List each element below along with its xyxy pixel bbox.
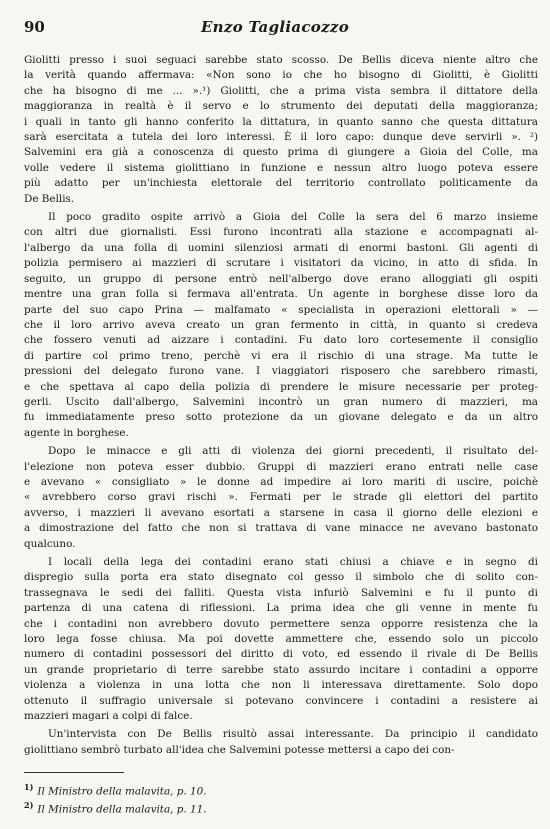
paragraph xyxy=(24,444,538,552)
footnote-text: Il Ministro della malavita, p. 10. xyxy=(37,785,207,798)
paragraph xyxy=(24,53,538,207)
text-line: partenza di una catena di riflessioni. La prima idea che gli venne in mente fu xyxy=(24,602,538,615)
text-line: Un'intervista con De Bellis risultò assai interessante. Da principio il candidato xyxy=(48,728,538,741)
body-text xyxy=(24,53,538,761)
text-line: dispregio sulla porta era stato disegnato col gesso il simbolo che di solito con- xyxy=(24,571,538,584)
page-header xyxy=(0,18,550,42)
text-line: mazzieri magari a colpi di falce. xyxy=(24,710,193,723)
text-line: volle vedere il sistema giolittiano in funzione e nessun altro luogo poteva essere xyxy=(24,161,538,174)
footnote-divider xyxy=(24,772,124,773)
footnote xyxy=(24,780,524,798)
text-line: seguito, un gruppo di persone entrò nell'albergo dove erano alloggiati gli ospiti xyxy=(24,272,538,285)
footnote xyxy=(24,798,524,816)
text-line: « avrebbero corso gravi rischi ». Fermati per le strade gli elettori del partito xyxy=(24,491,538,504)
footnote-mark: 2) xyxy=(24,800,34,811)
text-line: che ha bisogno di me ... ».¹) Giolitti, che a prima vista sembra il dittatore della xyxy=(24,84,538,97)
text-line: polizia permisero ai mazzieri di scrutare i visitatori da vicino, in atto di sfida. In xyxy=(24,257,538,270)
text-line: con altri due giornalisti. Essi furono incontrati alla stazione e accompagnati al- xyxy=(24,226,538,239)
text-line: l'elezione non poteva esser dubbio. Gruppi di mazzieri erano entrati nelle case xyxy=(24,460,538,473)
text-line: Dopo le minacce e gli atti di violenza dei giorni precedenti, il risultato del- xyxy=(48,445,538,458)
text-line: numero di contadini possessori del diritto di voto, ed essendo il rivale di De Bellis xyxy=(24,648,538,661)
running-title: Enzo Tagliacozzo xyxy=(200,18,350,36)
page-number: 90 xyxy=(24,18,45,36)
text-line: di partire col primo treno, perchè vi era il rischio di una strage. Ma tutte le xyxy=(24,349,538,362)
text-line: agente in borghese. xyxy=(24,426,129,439)
footnote-text: Il Ministro della malavita, p. 11. xyxy=(37,803,207,816)
paragraph xyxy=(24,210,538,441)
text-line: sarà esercitata a tutela dei loro interessi. È il loro capo: dunque deve servirli ». ²) xyxy=(24,131,538,144)
text-line: Salvemini era già a conoscenza di questo prima di giungere a Gioia del Colle, ma xyxy=(24,146,538,159)
text-line: che i contadini non avrebbero dovuto permettere senza opporre resistenza che la xyxy=(24,617,538,630)
text-line: avverso, i mazzieri li avevano esortati a starsene in casa il giorno delle elezioni e xyxy=(24,506,538,519)
text-line: I locali della lega dei contadini erano stati chiusi a chiave e in segno di xyxy=(48,556,538,568)
text-line: un grande proprietario di terre sarebbe stato assurdo incitare i contadini a opporre xyxy=(24,663,538,676)
text-line: giolittiano sembrò turbato all'idea che Salvemini potesse mettersi a capo dei con- xyxy=(24,743,455,756)
text-line: e avevano « consigliato » le donne ad impedire ai loro mariti di uscire, poichè xyxy=(24,475,538,488)
text-line: pressioni del delegato furono vane. I viaggiatori risposero che sarebbero rimasti, xyxy=(24,365,538,378)
text-line: violenza a violenza in una lotta che non li interessava direttamente. Solo dopo xyxy=(24,679,538,692)
text-line: loro lega fosse chiusa. Ma poi dovette ammettere che, essendo solo un piccolo xyxy=(24,633,538,646)
text-line: la verità quando affermava: «Non sono io che ho bisogno di Giolitti, è Giolitti xyxy=(24,69,538,82)
text-line: a dimostrazione del fatto che non si trattava di vane minacce ne avevano bastonato xyxy=(24,522,538,535)
text-line: ottenuto il suffragio universale si potevano convincere i contadini a resistere ai xyxy=(24,694,538,707)
text-line: che il loro arrivo aveva creato un gran fermento in città, in quanto si credeva xyxy=(24,318,538,331)
footnote-mark: 1) xyxy=(24,782,34,792)
text-line: trassegnava le sedi dei falliti. Questa vista infuriò Salvemini e fu il punto di xyxy=(24,586,538,599)
paragraph xyxy=(24,555,538,724)
text-line: Il poco gradito ospite arrivò a Gioia del Colle la sera del 6 marzo insieme xyxy=(48,211,538,224)
text-line: fu immediatamente preso sotto protezione da un giovane delegato e da un altro xyxy=(24,411,538,424)
text-line: maggioranza in realtà è il servo e lo strumento dei deputati della maggioranza; xyxy=(24,100,538,113)
text-line: gerli. Uscito dall'albergo, Salvemini incontrò un gran numero di mazzieri, ma xyxy=(24,395,538,408)
text-line: più adatto per un'inchiesta elettorale del territorio controllato politicamente da xyxy=(24,177,538,190)
paragraph xyxy=(24,727,538,758)
text-line: De Bellis. xyxy=(24,192,75,205)
text-line: e che spettava al capo della polizia di prendere le misure necessarie per proteg- xyxy=(24,380,538,393)
text-line: parte del suo capo Prina — malfamato « specialista in operazioni elettorali » — xyxy=(24,303,538,316)
text-line: i quali in tanto gli hanno conferito la dittatura, in quanto sanno che questa dittatura xyxy=(24,115,538,128)
text-line: mentre una gran folla si fermava all'entrata. Un agente in borghese disse loro da xyxy=(24,288,538,301)
footnotes xyxy=(24,780,524,817)
text-line: Giolitti presso i suoi seguaci sarebbe stato scosso. De Bellis diceva niente altro che xyxy=(24,54,538,66)
text-line: l'albergo da una folla di uomini silenziosi armati di enormi bastoni. Gli agenti di xyxy=(24,241,538,254)
text-line: qualcuno. xyxy=(24,537,76,550)
text-line: che fossero venuti ad aizzare i contadini. Fu dato loro cortesemente il consiglio xyxy=(24,334,538,347)
